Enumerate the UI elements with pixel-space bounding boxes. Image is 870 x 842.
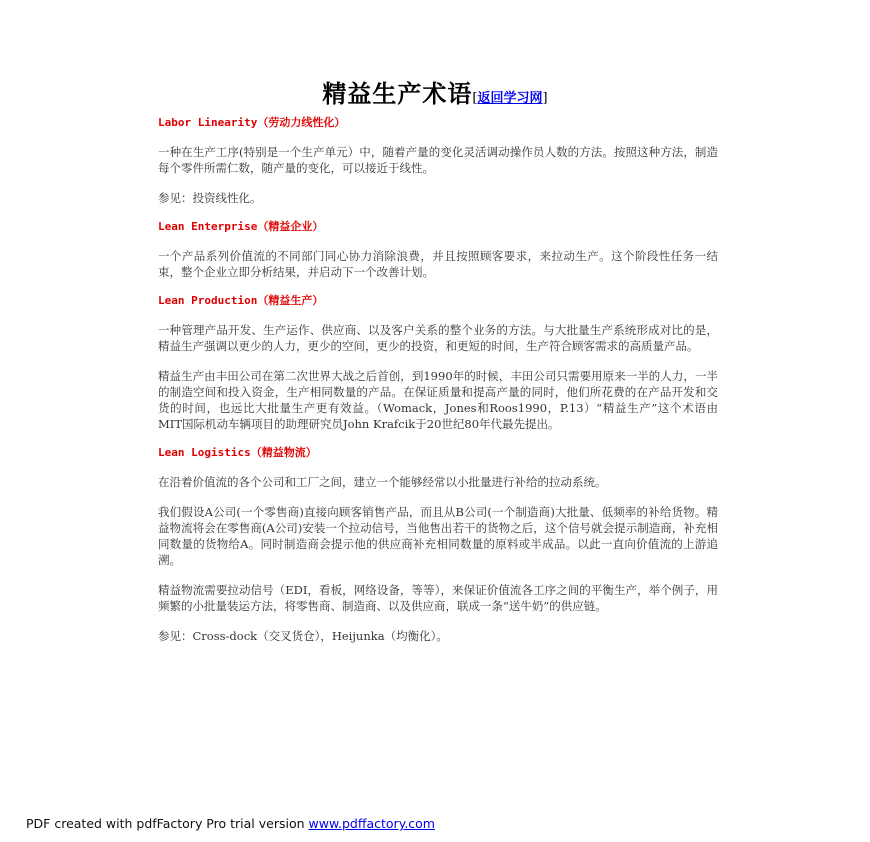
page-title-text: 精益生产术语 (322, 79, 473, 108)
section-lean-logistics (158, 446, 718, 644)
glossary-content (158, 116, 718, 654)
definition-paragraph: 我们假设A公司(一个零售商)直接向顾客销售产品，而且从B公司(一个制造商)大批量、低频率的补给货物。精益物流将会在零售商(A公司)安装一个拉动信号，当他售出若干的货物之后，这个信号就会提示制造商，补充相同数量的货物给A。同时制造商会提示他的供应商补充相同数量的原料或半成品。以此一直向价值流的上游追溯。 (158, 505, 718, 567)
pdffactory-link[interactable]: www.pdffactory.com (308, 816, 435, 831)
see-also-paragraph: 参见：投资线性化。 (158, 191, 262, 205)
section-labor-linearity (158, 116, 718, 206)
section-lean-enterprise (158, 220, 718, 280)
term-heading: Labor Linearity（劳动力线性化） (158, 116, 346, 129)
term-heading: Lean Logistics（精益物流） (158, 446, 317, 459)
section-lean-production (158, 294, 718, 432)
definition-paragraph: 一个产品系列价值流的不同部门同心协力消除浪费，并且按照顾客要求，来拉动生产。这个阶段性任务一结束，整个企业立即分析结果，并启动下一个改善计划。 (158, 249, 718, 279)
term-heading: Lean Enterprise（精益企业） (158, 220, 324, 233)
term-heading: Lean Production（精益生产） (158, 294, 324, 307)
back-to-study-link[interactable]: 返回学习网 (477, 91, 543, 106)
footer-text: PDF created with pdfFactory Pro trial version (26, 816, 309, 831)
definition-paragraph: 精益物流需要拉动信号（EDI，看板，网络设备，等等），来保证价值流各工序之间的平衡生产，举个例子，用频繁的小批量装运方法，将零售商、制造商、以及供应商，联成一条“送牛奶”的供应链。 (158, 583, 718, 613)
page-title (0, 74, 870, 109)
definition-paragraph: 在沿着价值流的各个公司和工厂之间，建立一个能够经常以小批量进行补给的拉动系统。 (158, 475, 607, 489)
back-link-group: [返回学习网] (472, 91, 548, 106)
pdf-footer (26, 816, 435, 831)
see-also-paragraph: 参见：Cross-dock（交叉货仓），Heijunka（均衡化）。 (158, 629, 448, 643)
definition-paragraph: 精益生产由丰田公司在第二次世界大战之后首创，到1990年的时候，丰田公司只需要用原来一半的人力，一半的制造空间和投入资金，生产相同数量的产品。在保证质量和提高产量的同时，他们所花费的在产品开发和交货的时间，也远比大批量生产更有效益。（Womack，Jones和Roos1990，P.13）“精益生产”这个术语由MIT国际机动车辆项目的助理研究员John Krafcik于20世纪80年代最先提出。 (158, 369, 718, 431)
definition-paragraph: 一种在生产工序(特别是一个生产单元）中，随着产量的变化灵活调动操作员人数的方法。按照这种方法，制造每个零件所需仁数，随产量的变化，可以接近于线性。 (158, 145, 718, 175)
definition-paragraph: 一种管理产品开发、生产运作、供应商、以及客户关系的整个业务的方法。与大批量生产系统形成对比的是，精益生产强调以更少的人力，更少的空间，更少的投资，和更短的时间，生产符合顾客需求的高质量产品。 (158, 323, 718, 353)
